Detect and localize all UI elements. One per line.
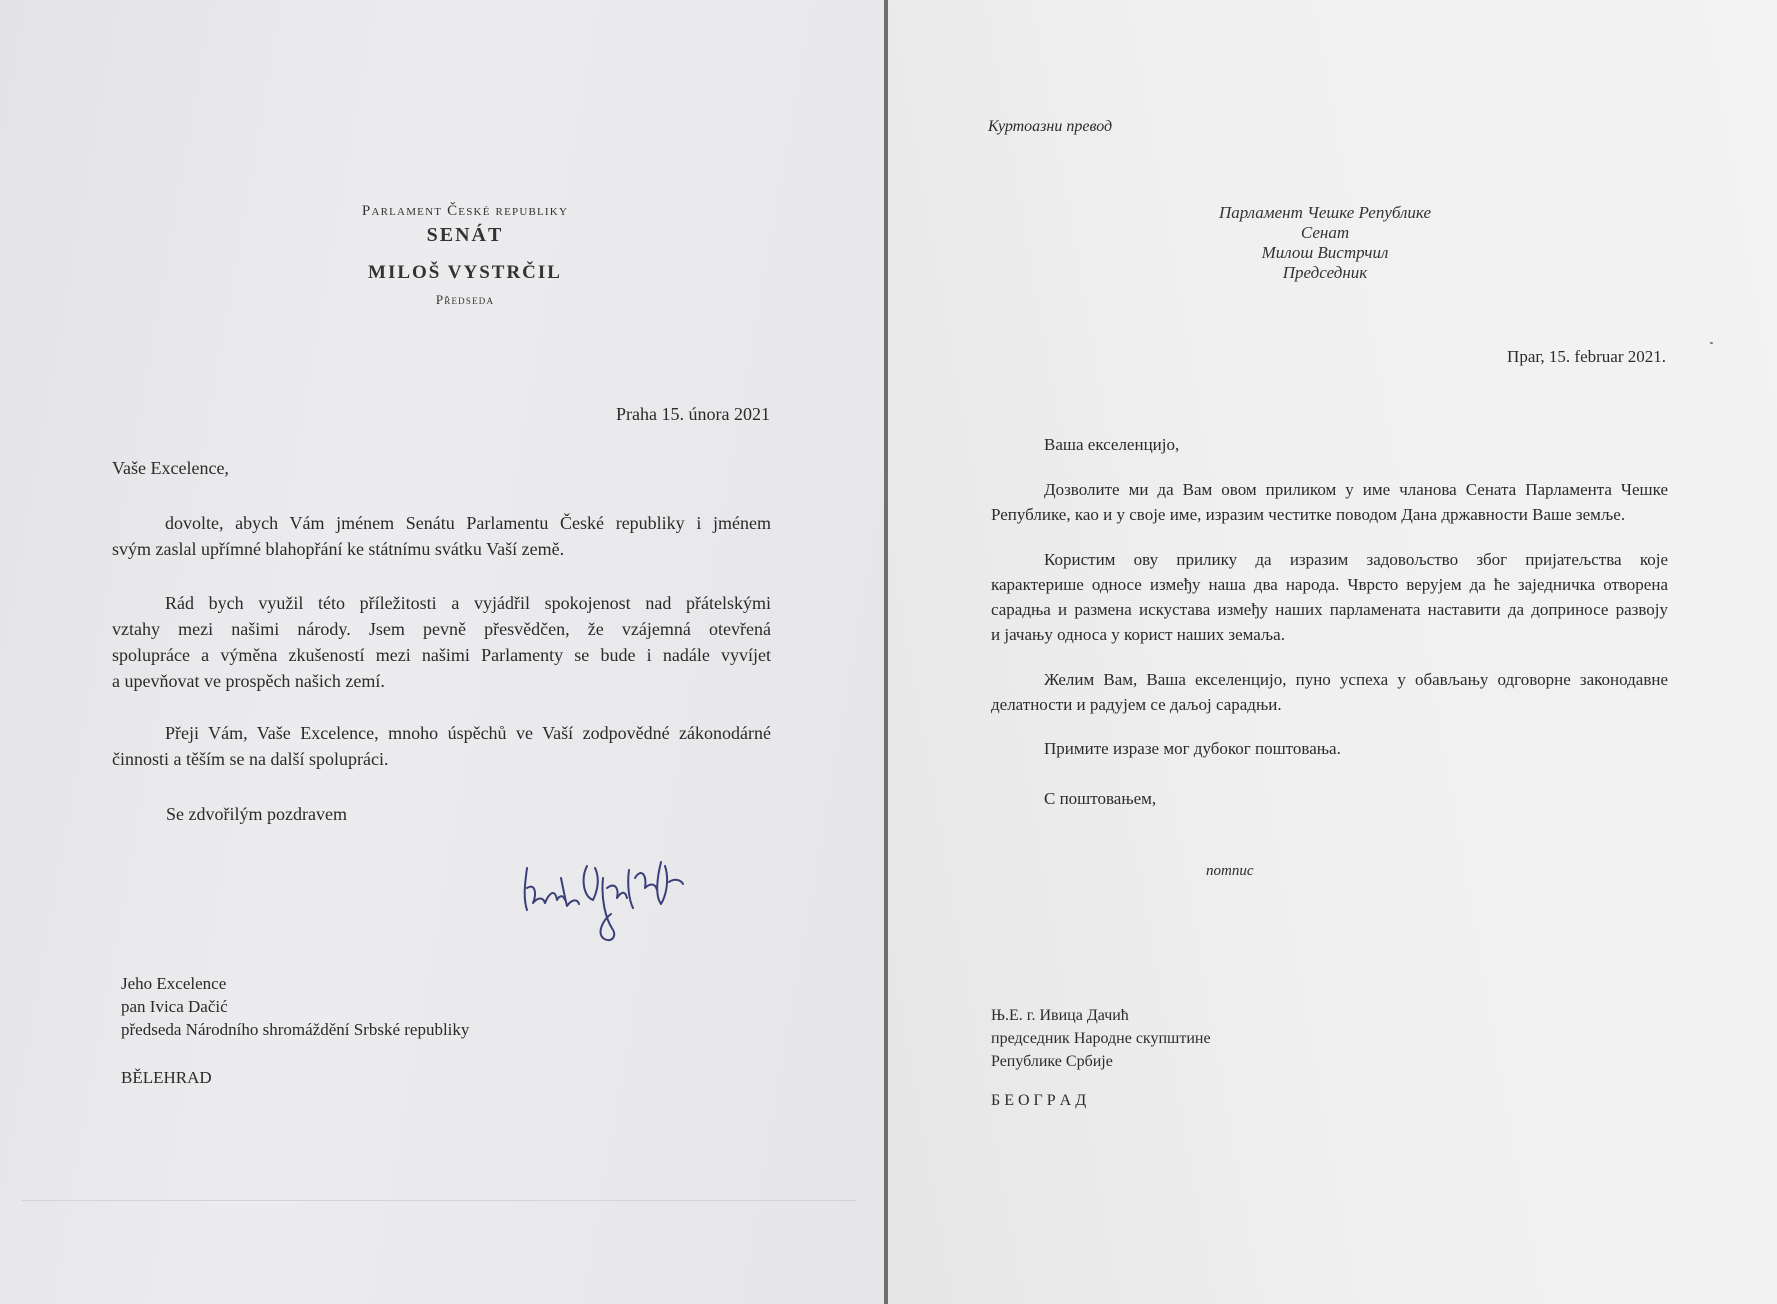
addressee-line: předseda Národního shromáždění Srbské republiky xyxy=(121,1020,470,1039)
translated-letterhead-line: Парламент Чешке Републике xyxy=(1219,203,1431,222)
page-edge-line xyxy=(22,1200,857,1201)
paragraph-1-line: dovolte, abych Vám jménem Senátu Parlamentu České republiky i jménem xyxy=(165,513,771,533)
translated-paragraph-1-line: Републике, као и у своје име, изразим честитке поводом Дана државности Ваше земље. xyxy=(991,505,1626,524)
translated-letterhead-line: Милош Вистрчил xyxy=(1261,243,1389,262)
salutation: Vaše Excelence, xyxy=(112,458,229,478)
translated-city: Б Е О Г Р А Д xyxy=(991,1092,1087,1109)
signature-note: потпис xyxy=(1206,863,1254,879)
letterhead-name: MILOŠ VYSTRČIL xyxy=(368,262,562,283)
translated-paragraph-1-line: Дозволите ми да Вам овом приликом у име чланова Сената Парламента Чешке xyxy=(1044,480,1668,499)
paragraph-2-line: spolupráce a výměna zkušeností mezi našimi Parlamenty se bude i nadále vyvíjet xyxy=(112,645,771,665)
translated-letterhead-line: Сенат xyxy=(1300,223,1350,242)
addressee-city: BĚLEHRAD xyxy=(121,1068,212,1087)
translated-paragraph-2-line: и јачању односа у корист наших земаља. xyxy=(991,625,1285,644)
translated-addressee-line: председник Народне скупштине xyxy=(991,1030,1211,1047)
translated-paragraph-2-line: Користим ову прилику да изразим задовољство због пријатељства које xyxy=(1044,550,1668,569)
translated-respects: Примите изразе мог дубоког поштовања. xyxy=(1044,739,1341,758)
paragraph-2-line: vztahy mezi našimi národy. Jsem pevně přesvědčen, že vzájemná otevřená xyxy=(112,619,771,639)
translated-addressee-block xyxy=(991,1004,1211,1073)
paragraph-1 xyxy=(112,510,771,562)
translated-addressee-line: Њ.Е. г. Ивица Дачић xyxy=(991,1007,1129,1024)
translation-note: Куртоазни превод xyxy=(988,118,1113,135)
letterhead-parliament: Parlament České republiky xyxy=(361,203,569,219)
paragraph-2-line: Rád bych využil této příležitosti a vyjádřil spokojenost nad přátelskými xyxy=(165,593,771,613)
translated-closing: С поштовањем, xyxy=(1044,789,1157,808)
translated-paragraph-2-line: карактерише односе између наша два народа. Чврсто верујем да ће заједничка отворена xyxy=(991,575,1668,594)
translated-date: Праг, 15. februar 2021. xyxy=(1507,347,1666,366)
paragraph-3-line: Přeji Vám, Vaše Excelence, mnoho úspěchů ve Vaší zodpovědné zákonodárné xyxy=(165,723,771,743)
letterhead-role: Předseda xyxy=(435,292,495,307)
translated-paragraph-1 xyxy=(991,477,1668,527)
addressee-line: pan Ivica Dačić xyxy=(121,997,228,1016)
translated-paragraph-3 xyxy=(991,667,1668,717)
paragraph-2-line: a upevňovat ve prospěch našich zemí. xyxy=(112,671,385,691)
paragraph-3-line: činnosti a těším se na další spolupráci. xyxy=(112,749,389,769)
letter-date: Praha 15. února 2021 xyxy=(616,404,770,424)
handwritten-signature xyxy=(515,848,695,948)
paragraph-3 xyxy=(112,720,771,772)
translated-paragraph-2 xyxy=(991,547,1668,647)
czech-letter-page xyxy=(0,0,884,1304)
letterhead-senate: SENÁT xyxy=(426,224,504,246)
translated-addressee-line: Републике Србије xyxy=(991,1053,1113,1070)
paragraph-1-line: svým zaslal upřímné blahopřání ke státnímu svátku Vaší země. xyxy=(112,539,565,559)
addressee-block xyxy=(121,972,469,1041)
translated-paragraph-3-line: Желим Вам, Ваша екселенцијо, пуно успеха у обављању одговорне законодавне xyxy=(1044,670,1668,689)
paper-speck xyxy=(1710,342,1713,344)
translated-salutation: Ваша екселенцијо, xyxy=(1044,435,1180,454)
translated-paragraph-2-line: сарадња и размена искустава између наших парламената наставити да доприносе развоју xyxy=(991,600,1668,619)
addressee-line: Jeho Excelence xyxy=(121,974,227,993)
translated-letterhead-line: Председник xyxy=(1282,263,1368,282)
paragraph-2 xyxy=(112,590,771,694)
translated-paragraph-3-line: делатности и радујем се даљој сарадњи. xyxy=(991,695,1282,714)
translated-letterhead xyxy=(1150,203,1500,283)
closing: Se zdvořilým pozdravem xyxy=(166,804,347,824)
